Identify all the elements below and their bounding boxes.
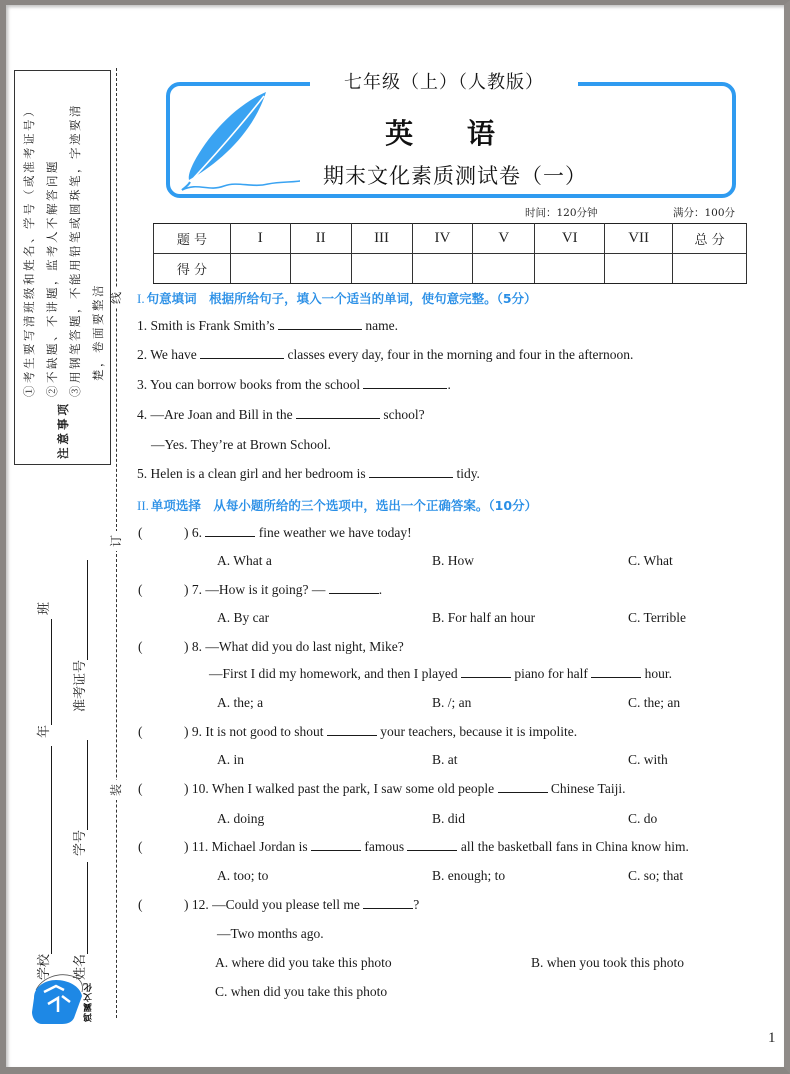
col-header: I [230, 224, 290, 254]
subject-title: 英 语 [385, 117, 517, 150]
question-text: ? [413, 897, 420, 912]
col-header: IV [412, 224, 473, 254]
question-text: Chinese Taiji. [550, 781, 626, 796]
question-text: 2. We have [137, 347, 197, 362]
answer-blank [205, 526, 255, 537]
student-no-label: 学号 [73, 829, 88, 856]
section-2-heading [137, 496, 537, 514]
full-score: 满分：100分 [673, 207, 736, 219]
option-a[interactable]: A. in [217, 752, 244, 767]
option-c[interactable]: C. when did you take this photo [215, 984, 388, 999]
question-text: 5. Helen is a clean girl and her bedroom is [137, 466, 366, 481]
score-cell[interactable] [412, 254, 473, 284]
question-8: ) 8. —What did you do last night, Mike? [184, 639, 404, 654]
question-1 [137, 318, 398, 334]
answer-blank [407, 840, 457, 851]
question-4 [137, 407, 425, 423]
question-4-reply: —Yes. They’re at Brown School. [151, 437, 331, 452]
score-cell[interactable] [473, 254, 535, 284]
answer-paren[interactable]: ( [138, 525, 143, 540]
exam-no-label: 准考证号 [73, 659, 88, 712]
question-text: 3. You can borrow books from the school [137, 377, 361, 392]
grade-label: 年 [37, 724, 52, 738]
question-text: ) 12. —Could you please tell me [184, 897, 360, 912]
answer-paren[interactable]: ( [138, 639, 143, 654]
option-a[interactable]: A. too; to [217, 868, 269, 883]
option-c[interactable]: C. so; that [628, 868, 684, 883]
answer-paren[interactable]: ( [138, 582, 143, 597]
section-1-heading [137, 289, 537, 307]
answer-blank [329, 583, 379, 594]
exam-title: 期末文化素质测试卷（一） [300, 160, 610, 190]
answer-paren[interactable]: ( [138, 781, 143, 796]
note-item: 楚，卷面要整洁 [90, 282, 105, 381]
option-a[interactable]: A. doing [217, 811, 265, 826]
question-text: fine weather we have today! [258, 525, 412, 540]
question-2 [137, 347, 633, 363]
answer-blank[interactable] [369, 467, 453, 478]
notes-title: 注意事项 [55, 400, 70, 459]
option-b[interactable]: B. did [432, 811, 466, 826]
answer-blank[interactable] [278, 319, 362, 330]
option-a[interactable]: A. the; a [217, 695, 264, 710]
question-10 [184, 781, 625, 797]
page-number: 1 [768, 1030, 776, 1046]
class-label: 班 [37, 601, 52, 615]
question-5 [137, 466, 480, 482]
question-text: . [447, 377, 451, 392]
option-b[interactable]: B. at [432, 752, 458, 767]
student-no-field[interactable] [72, 740, 88, 830]
option-b[interactable]: B. For half an hour [432, 610, 536, 625]
score-cell[interactable] [230, 254, 290, 284]
option-a[interactable]: A. What a [217, 553, 272, 568]
question-text: your teachers, because it is impolite. [380, 724, 578, 739]
score-table-header-row [154, 224, 747, 254]
time-limit: 时间：120分钟 [525, 207, 598, 219]
question-text: school? [383, 407, 425, 422]
col-header: VII [605, 224, 673, 254]
question-text: ) 6. [184, 525, 202, 540]
answer-blank[interactable] [363, 378, 447, 389]
option-a[interactable]: A. By car [217, 610, 270, 625]
question-text: piano for half [514, 666, 588, 681]
answer-blank[interactable] [296, 408, 380, 419]
question-11 [184, 839, 689, 855]
score-cell[interactable] [605, 254, 673, 284]
score-table [153, 223, 747, 284]
option-b[interactable]: B. /; an [432, 695, 472, 710]
score-table-score-row [154, 254, 747, 284]
question-text: name. [365, 318, 399, 333]
exam-notes-box [14, 70, 111, 465]
question-3 [137, 377, 451, 393]
section-1-number: I. [137, 291, 145, 306]
cut-mark-line: 线 [106, 288, 126, 308]
question-8-reply [209, 666, 672, 682]
student-info-fields [26, 480, 98, 980]
question-text: 1. Smith is Frank Smith’s [137, 318, 275, 333]
answer-blank [327, 725, 377, 736]
exam-no-field[interactable] [72, 560, 88, 660]
publisher-logo-icon [28, 968, 88, 1026]
question-text: tidy. [456, 466, 480, 481]
question-text: famous [364, 839, 405, 854]
grade-field[interactable] [36, 619, 52, 725]
section-1-instruction: 句意填词 根据所给句子，填入一个适当的单词，使句意完整。（5分） [146, 291, 537, 306]
grade-edition-label: 七年级（上）（人教版） [310, 68, 578, 98]
option-c[interactable]: C. the; an [628, 695, 681, 710]
answer-blank[interactable] [200, 348, 284, 359]
cut-mark-bind: 订 [106, 531, 126, 551]
col-header-total: 总 分 [673, 224, 747, 254]
question-text: . [378, 582, 383, 597]
question-text: classes every day, four in the morning and four in the afternoon. [287, 347, 634, 362]
option-c[interactable]: C. with [628, 752, 668, 767]
answer-blank [591, 667, 641, 678]
option-c[interactable]: C. Terrible [628, 610, 687, 625]
note-item: ②不缺题、不讲题，监考人不解答问题 [44, 158, 59, 397]
question-text: ) 9. It is not good to shout [184, 724, 324, 739]
question-12 [184, 897, 419, 913]
section-2-number: II. [137, 498, 149, 513]
school-field[interactable] [36, 746, 52, 954]
question-7 [184, 582, 382, 598]
score-cell[interactable] [290, 254, 351, 284]
question-text: all the basketball fans in China know him. [460, 839, 689, 854]
question-text: ) 11. Michael Jordan is [184, 839, 308, 854]
question-text: hour. [644, 666, 672, 681]
score-cell[interactable] [351, 254, 412, 284]
option-b[interactable]: B. enough; to [432, 868, 506, 883]
question-text: ) 7. —How is it going? — [184, 582, 326, 597]
option-a[interactable]: A. where did you take this photo [215, 955, 392, 970]
question-12-reply: —Two months ago. [217, 926, 324, 941]
question-text: 4. —Are Joan and Bill in the [137, 407, 293, 422]
answer-blank [363, 898, 413, 909]
option-b[interactable]: B. How [432, 553, 475, 568]
answer-blank [498, 782, 548, 793]
col-header: II [290, 224, 351, 254]
row-label-score: 得 分 [154, 254, 231, 284]
name-field[interactable] [72, 862, 88, 954]
answer-paren[interactable]: ( [138, 839, 143, 854]
answer-blank [461, 667, 511, 678]
question-9 [184, 724, 577, 740]
question-6 [184, 525, 412, 541]
section-2-instruction: 单项选择 从每小题所给的三个选项中，选出一个正确答案。（10分） [150, 498, 538, 513]
option-c[interactable]: C. What [628, 553, 673, 568]
col-header: VI [535, 224, 605, 254]
score-cell[interactable] [535, 254, 605, 284]
name-label: 姓名 [73, 953, 88, 980]
question-text: —First I did my homework, and then I played [209, 666, 458, 681]
col-header: V [473, 224, 535, 254]
option-c[interactable]: C. do [628, 811, 658, 826]
answer-blank [311, 840, 361, 851]
school-label: 学校 [37, 953, 52, 980]
note-item: ③用钢笔答题，不能用铅笔或圆珠笔，字迹要清 [67, 102, 82, 397]
score-cell-total[interactable] [673, 254, 747, 284]
option-b[interactable]: B. when you took this photo [531, 955, 685, 970]
question-text: ) 10. When I walked past the park, I saw some old people [184, 781, 495, 796]
note-item: ①考生要写清班级和姓名、学号（或准考证号） [21, 102, 36, 397]
cut-mark-staple: 装 [106, 780, 126, 800]
answer-paren[interactable]: ( [138, 897, 143, 912]
col-header: III [351, 224, 412, 254]
row-label-question-no: 题 号 [154, 224, 231, 254]
answer-paren[interactable]: ( [138, 724, 143, 739]
publisher-name: 鸿翼文化 [84, 982, 94, 1022]
